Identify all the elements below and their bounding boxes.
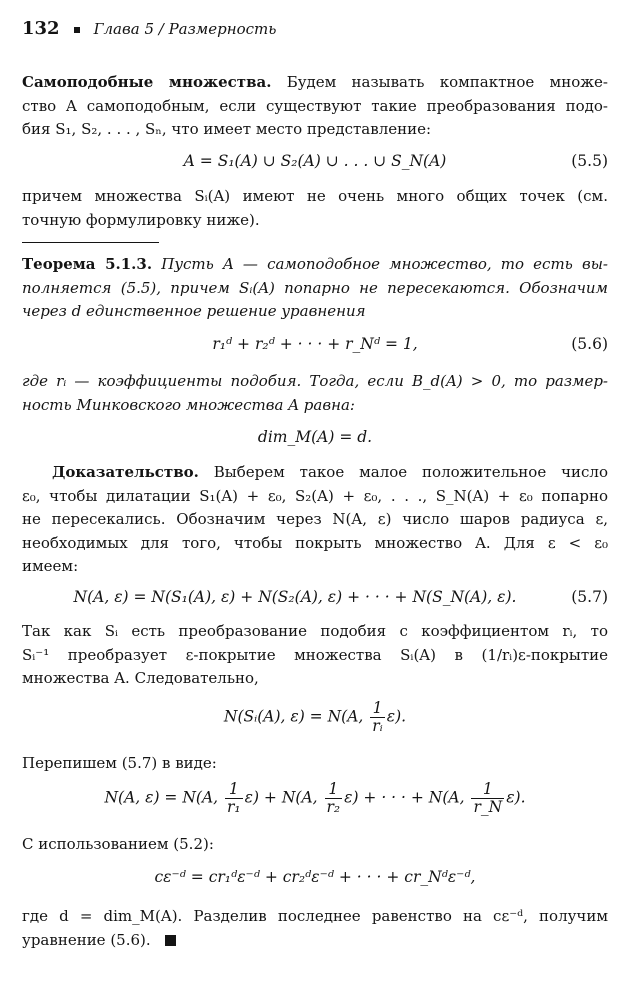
theorem-line: ность Минковского множества A равна: xyxy=(22,395,355,414)
paragraph-after-5-5 xyxy=(22,185,608,232)
text-line: Sᵢ⁻¹ преобразует ε-покрытие множества Sᵢ(A) в (1/rᵢ)ε-покрытие xyxy=(22,645,608,664)
fraction-numerator: 1 xyxy=(482,780,493,798)
proof-line: имеем: xyxy=(22,557,79,575)
proof-line: не пересекались. Обозначим через N(A, ε) число шаров радиуса ε, xyxy=(22,510,608,528)
text-line: где d = dim_M(A). Разделив последнее равенство на cε⁻ᵈ, получим xyxy=(22,907,608,925)
equation-term: ε) + · · · + N(A, xyxy=(344,788,465,807)
fraction xyxy=(325,781,343,816)
theorem-line: Пусть A — самоподобное множество, то есть вы- xyxy=(161,255,608,273)
text-line: множества A. Следовательно, xyxy=(22,669,259,687)
conclusion-paragraph xyxy=(22,905,608,952)
equation-lhs: N(A, ε) = N(A, xyxy=(104,788,219,807)
proof-line: Выберем такое малое положительное число xyxy=(213,463,608,481)
rewrite-line xyxy=(22,752,608,776)
text-line: С использованием (5.2): xyxy=(22,835,214,853)
fraction xyxy=(471,781,504,816)
fraction-numerator: 1 xyxy=(228,780,239,798)
equation-lhs: N(Sᵢ(A), ε) = N(A, xyxy=(223,707,364,726)
fraction xyxy=(225,781,243,816)
equation-formula: r₁ᵈ + r₂ᵈ + · · · + r_Nᵈ = 1, xyxy=(212,335,418,353)
equation-formula: N(A, ε) = N(S₁(A), ε) + N(S₂(A), ε) + · · · + N(S_N(A), ε). xyxy=(73,588,517,606)
equation-term: ε) + N(A, xyxy=(244,788,318,807)
proof-line: ε₀, чтобы дилатации S₁(A) + ε₀, S₂(A) + ε₀, . . ., S_N(A) + ε₀ попарно xyxy=(22,486,608,505)
equation-sum xyxy=(22,781,608,816)
fraction-numerator: 1 xyxy=(328,780,339,798)
fraction-denominator: r₁ xyxy=(227,798,241,816)
proof-label: Доказательство. xyxy=(52,463,199,481)
proof-line: необходимых для того, чтобы покрыть множество A. Для ε < ε₀ xyxy=(22,533,608,552)
text-line: Перепишем (5.7) в виде: xyxy=(22,754,217,772)
scaling-paragraph xyxy=(22,620,608,691)
intro-line: ство A самоподобным, если существуют такие преобразования подо- xyxy=(22,96,608,115)
usage-line xyxy=(22,833,608,857)
intro-heading: Самоподобные множества. xyxy=(22,73,272,91)
fraction-denominator: r_N xyxy=(473,798,503,816)
running-title: Глава 5 / Размерность xyxy=(93,20,277,38)
fraction-numerator: 1 xyxy=(372,699,383,717)
theorem-statement xyxy=(22,253,608,324)
proof-paragraph xyxy=(22,461,608,579)
page-number: 132 xyxy=(22,18,60,39)
equation-term: ε). xyxy=(506,788,526,807)
theorem-line: полняется (5.5), причем Sᵢ(A) попарно не пересекаются. Обозначим xyxy=(22,278,608,297)
equation-number: (5.7) xyxy=(571,588,608,606)
theorem-label: Теорема 5.1.3. xyxy=(22,255,153,273)
section-divider xyxy=(22,242,159,243)
text-line: точную формулировку ниже). xyxy=(22,210,260,229)
fraction xyxy=(370,700,385,735)
text-line: Так как Sᵢ есть преобразование подобия с коэффициентом rᵢ, то xyxy=(22,622,608,640)
equation-number: (5.5) xyxy=(571,152,608,170)
fraction-denominator: r₂ xyxy=(326,798,341,816)
theorem-line: где rᵢ — коэффициенты подобия. Тогда, если B_d(A) > 0, то размер- xyxy=(22,372,608,390)
intro-line: Будем называть компактное множе- xyxy=(286,73,608,91)
equation-formula: dim_M(A) = d. xyxy=(257,428,373,446)
equation-scaled-count xyxy=(22,700,608,735)
text-line: уравнение (5.6). xyxy=(22,930,151,949)
qed-square-icon xyxy=(165,935,176,946)
running-header xyxy=(22,18,276,39)
text-line: причем множества Sᵢ(A) имеют не очень много общих точек (см. xyxy=(22,187,608,205)
theorem-line: через d единственное решение уравнения xyxy=(22,302,366,320)
equation-formula: A = S₁(A) ∪ S₂(A) ∪ . . . ∪ S_N(A) xyxy=(183,152,447,170)
square-bullet-icon xyxy=(74,27,80,33)
equation-rhs: ε). xyxy=(386,707,407,726)
equation-number: (5.6) xyxy=(571,335,608,353)
fraction-denominator: rᵢ xyxy=(372,717,383,735)
intro-line: бия S₁, S₂, . . . , Sₙ, что имеет место представление: xyxy=(22,120,432,138)
theorem-continuation xyxy=(22,370,608,417)
equation-formula: cε⁻ᵈ = cr₁ᵈε⁻ᵈ + cr₂ᵈε⁻ᵈ + · · · + cr_Nᵈε⁻ᵈ, xyxy=(154,868,476,886)
intro-paragraph xyxy=(22,71,608,142)
